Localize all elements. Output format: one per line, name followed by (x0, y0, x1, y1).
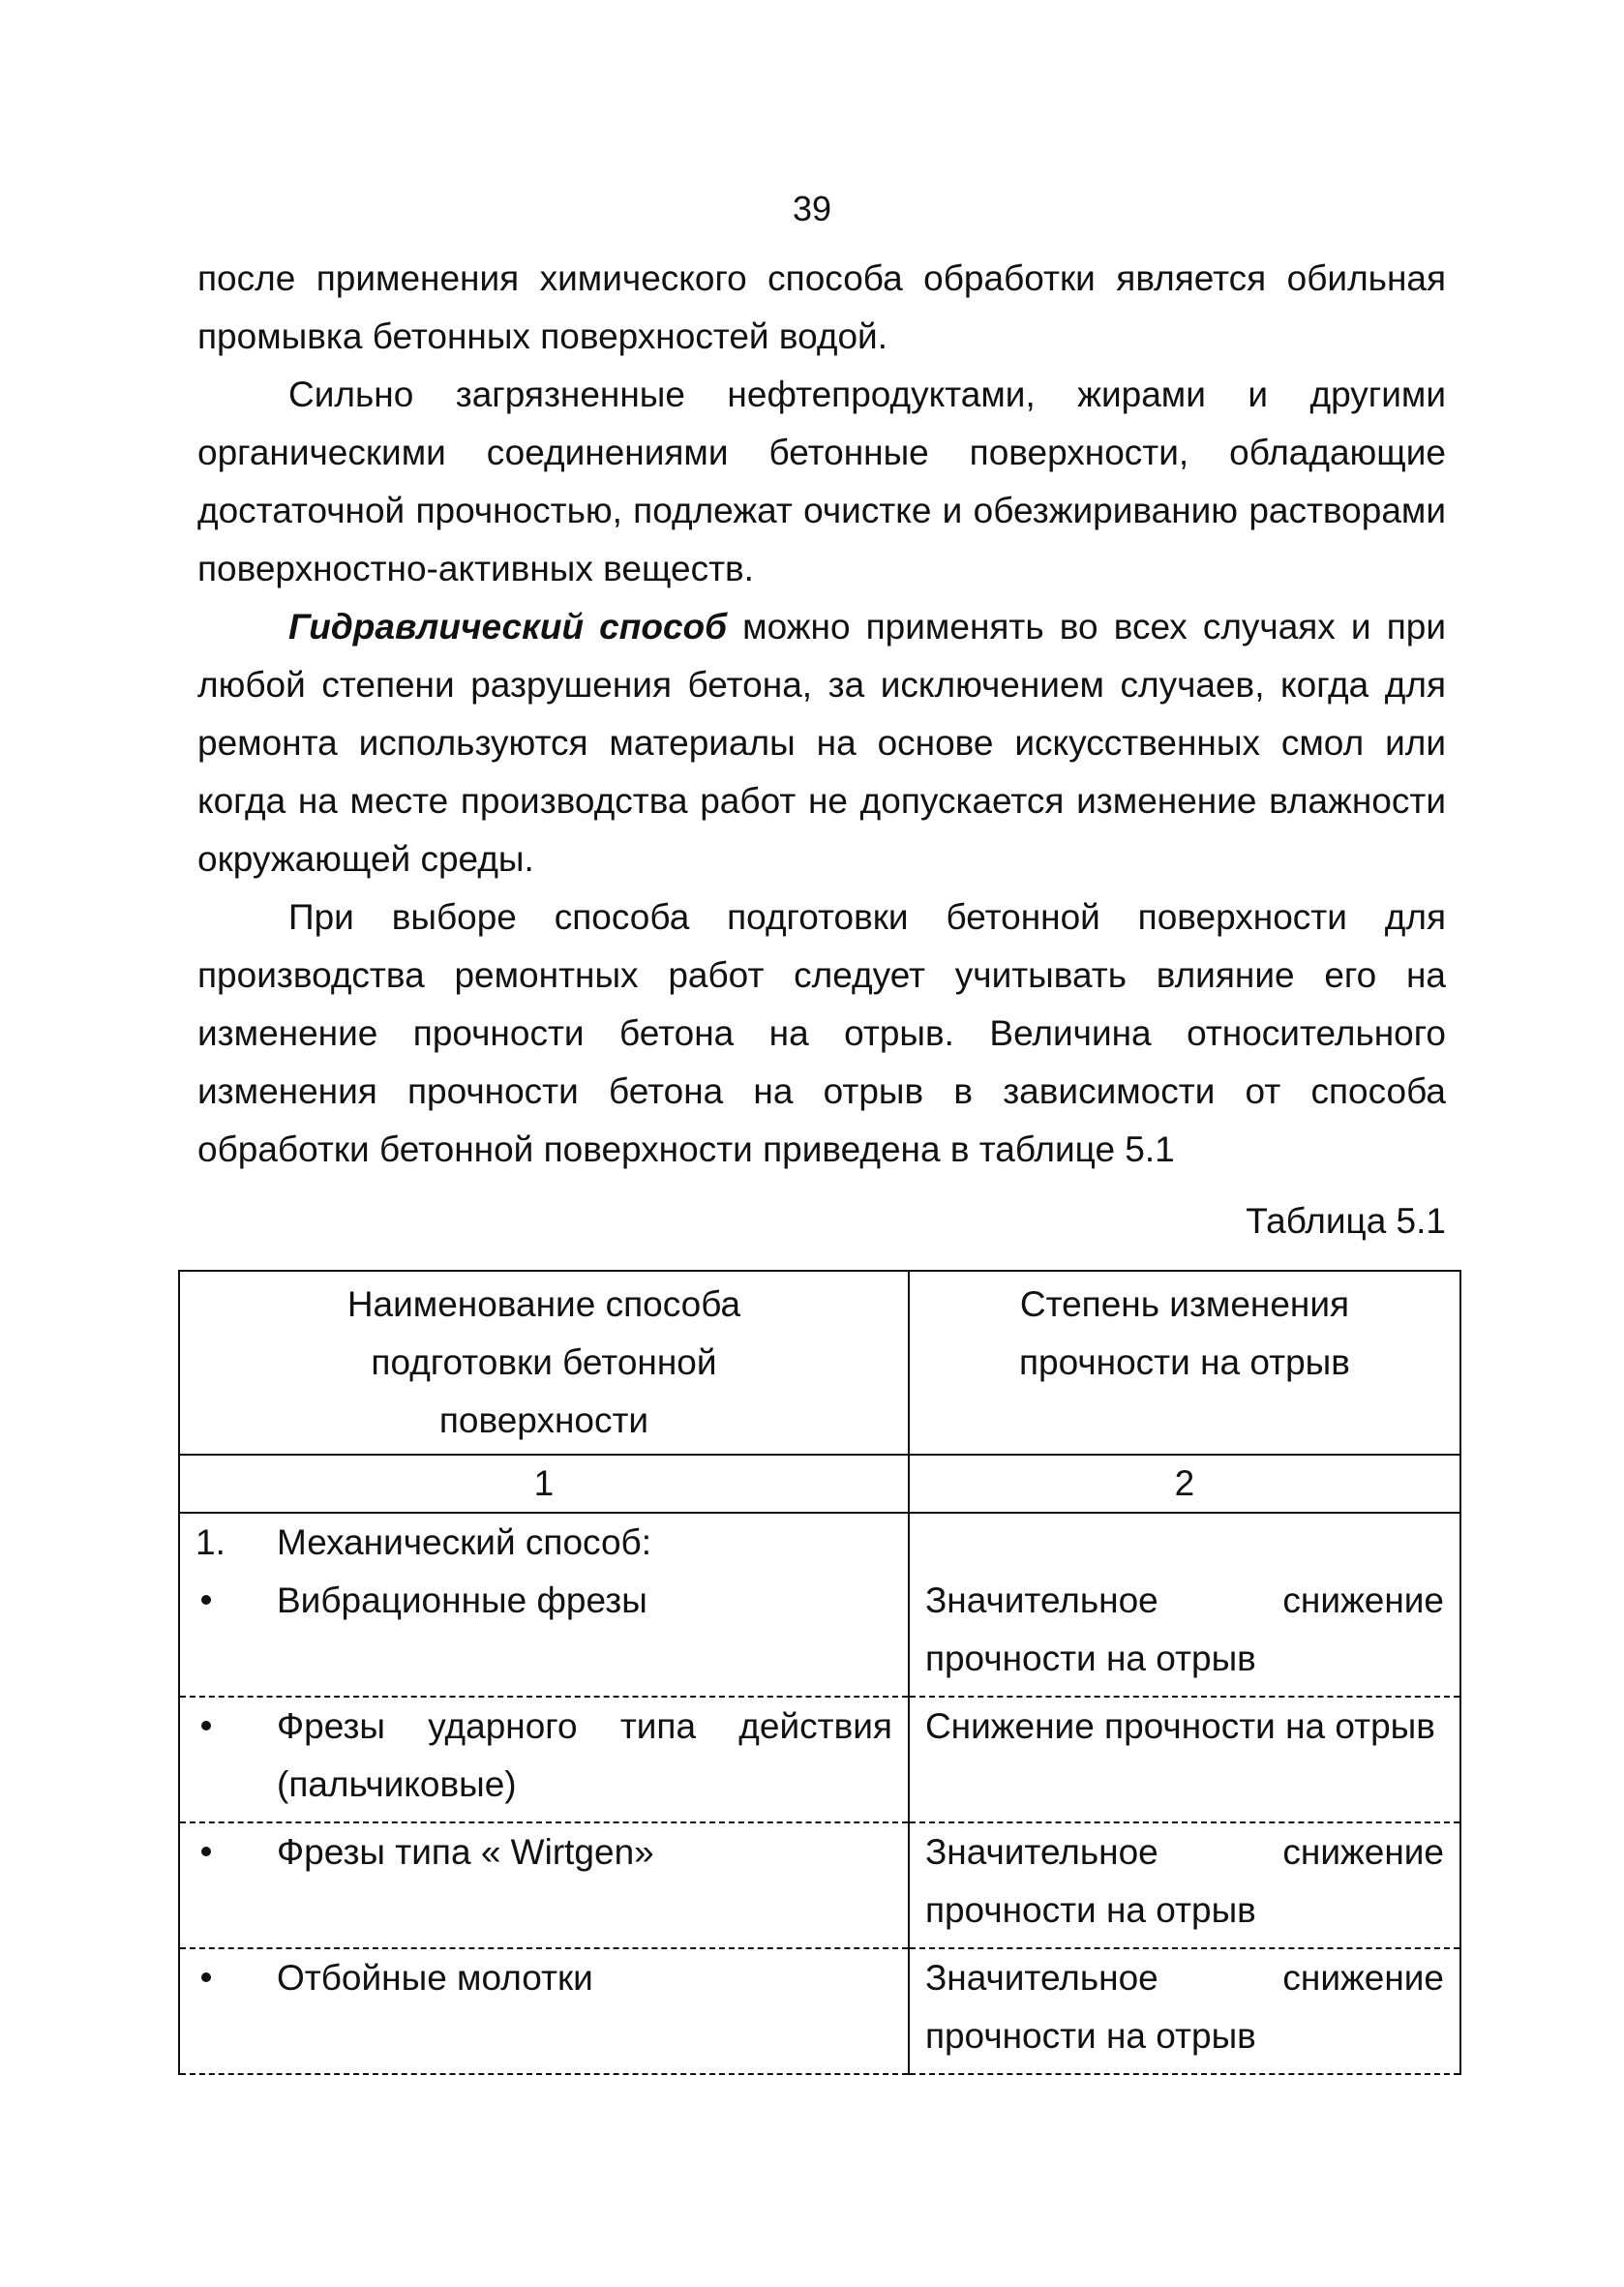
header-cell-strength: Степень изменения прочности на отрыв (909, 1271, 1460, 1455)
column-number-2: 2 (909, 1455, 1460, 1513)
paragraph-2: Сильно загрязненные нефтепродуктами, жирами и другими органическими соединениями бетонные поверхности, обладающие достаточной прочностью, подлежат очистке и обезжириванию растворами поверхностно-активных веществ. (197, 375, 1446, 588)
data-table (178, 1270, 1461, 2075)
paragraph-3-lead: Гидравлический способ (288, 607, 728, 647)
method-name: Фрезы ударного типа действия (пальчиковые) (277, 1706, 892, 1804)
method-name: Отбойные молотки (277, 1958, 593, 1998)
body-text (197, 250, 1446, 1179)
header-cell-method: Наименование способа подготовки бетонной поверхности (179, 1271, 909, 1455)
strength-effect: Снижение прочности на отрыв (924, 1706, 1435, 1746)
bullet-icon (201, 1847, 211, 1856)
paragraph-1: после применения химического способа обработки является обильная промывка бетонных поверхностей водой. (197, 258, 1446, 356)
group-title: Механический способ: (277, 1522, 652, 1562)
bullet-icon (201, 1721, 211, 1730)
strength-effect: Значительное снижение прочности на отрыв (924, 1580, 1444, 1678)
bullet-icon (201, 1972, 211, 1982)
table-number-row (179, 1455, 1460, 1513)
paragraph-3-rest: можно применять во всех случаях и при любой степени разрушения бетона, за исключением случаев, когда для ремонта используются материалы на основе искусственных смол или когда на месте производства работ не допускается изменение влажности окружающей среды. (197, 607, 1446, 879)
page-number: 39 (792, 189, 832, 228)
table-caption: Таблица 5.1 (1246, 1201, 1446, 1241)
method-name: Вибрационные фрезы (277, 1580, 647, 1620)
method-name: Фрезы типа « Wirtgen» (277, 1832, 654, 1872)
table-row (179, 1822, 1460, 1948)
table-row (179, 1513, 1460, 1697)
paragraph-4: При выборе способа подготовки бетонной поверхности для производства ремонтных работ следует учитывать влияние его на изменение прочности бетона на отрыв. Величина относительного изменения прочности бетона на отрыв в зависимости от способа обработки бетонной поверхности приведена в таблице 5.1 (197, 897, 1446, 1169)
table-row (179, 1948, 1460, 2074)
strength-effect: Значительное снижение прочности на отрыв (924, 1958, 1444, 2056)
column-number-1: 1 (179, 1455, 909, 1513)
bullet-icon (201, 1595, 211, 1605)
table-header-row (179, 1271, 1460, 1455)
group-number: 1. (195, 1522, 226, 1562)
paragraph-3 (197, 598, 1446, 888)
table-row (179, 1697, 1460, 1822)
strength-effect: Значительное снижение прочности на отрыв (924, 1832, 1444, 1930)
